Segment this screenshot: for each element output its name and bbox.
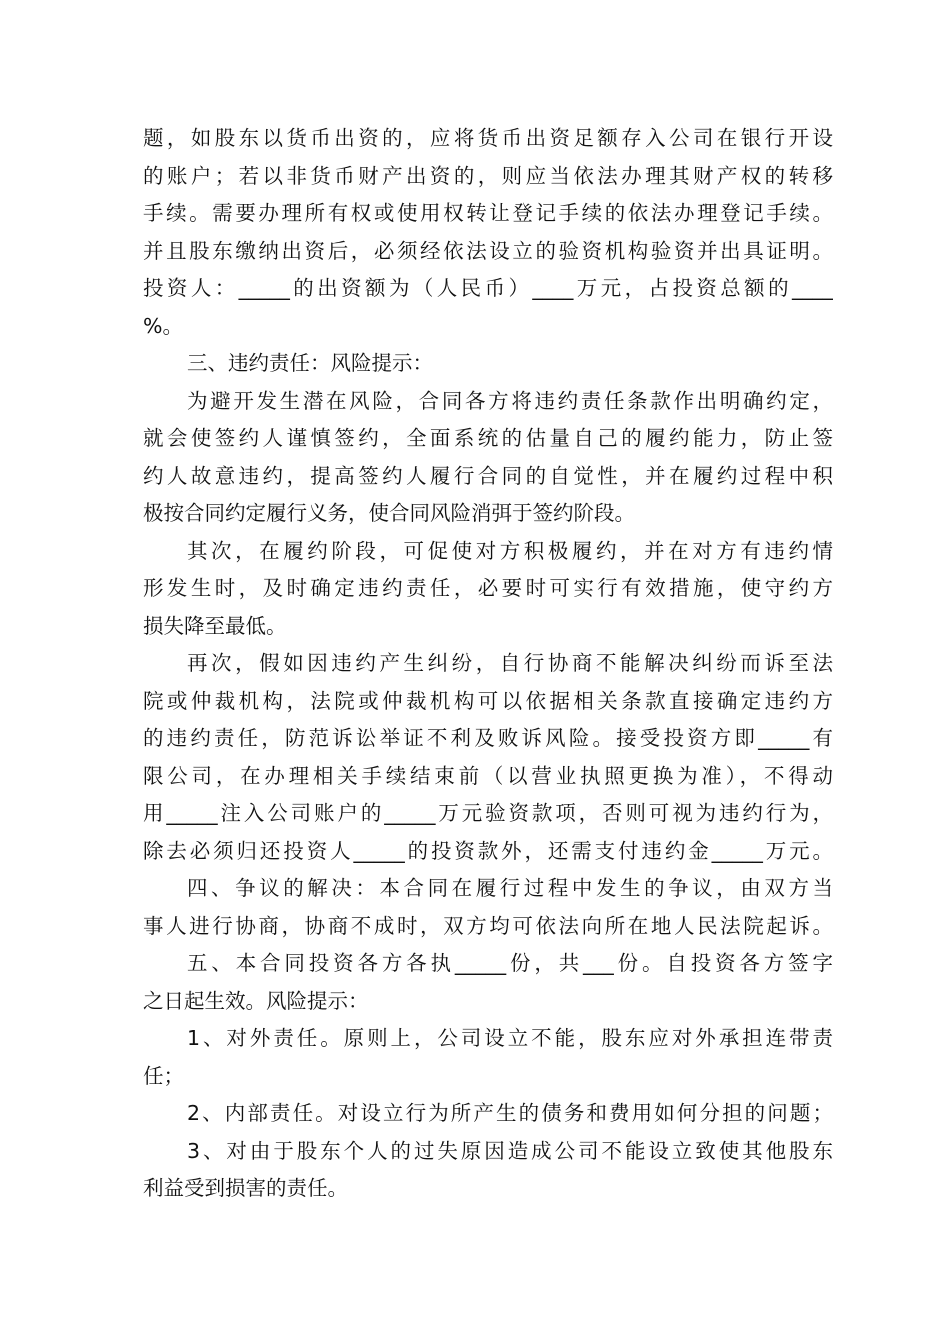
text-line: 投资人：_____的出资额为（人民币）____万元，占投资总额的____ <box>143 276 833 300</box>
text-line: 并且股东缴纳出资后，必须经依法设立的验资机构验资并出具证明。 <box>143 238 833 263</box>
text-line: 约人故意违约，提高签约人履行合同的自觉性，并在履约过程中积 <box>143 463 833 488</box>
text-line: 1、对外责任。原则上，公司设立不能，股东应对外承担连带责 <box>187 1026 833 1050</box>
text-line: 三、违约责任：风险提示： <box>187 351 433 375</box>
text-line: 事人进行协商，协商不成时，双方均可依法向所在地人民法院起诉。 <box>143 913 833 938</box>
text-line: 的账户；若以非货币财产出资的，则应当依法办理其财产权的转移 <box>143 163 833 188</box>
text-line: 就会使签约人谨慎签约，全面系统的估量自己的履约能力，防止签 <box>143 426 833 450</box>
document-body <box>143 120 833 1208</box>
text-line: 再次，假如因违约产生纠纷，自行协商不能解决纠纷而诉至法 <box>187 651 833 675</box>
text-line: 题，如股东以货币出资的，应将货币出资足额存入公司在银行开设 <box>143 126 833 150</box>
text-line: 利益受到损害的责任。 <box>143 1176 348 1200</box>
text-line: 损失降至最低。 <box>143 613 287 638</box>
text-line: 用_____注入公司账户的_____万元验资款项，否则可视为违约行为， <box>143 801 833 825</box>
text-line: 限公司，在办理相关手续结束前（以营业执照更换为准），不得动 <box>143 763 833 788</box>
text-line: 除去必须归还投资人_____的投资款外，还需支付违约金_____万元。 <box>143 838 833 863</box>
text-line: 3、对由于股东个人的过失原因造成公司不能设立致使其他股东 <box>187 1138 833 1163</box>
text-line: 极按合同约定履行义务，使合同风险消弭于签约阶段。 <box>143 501 635 525</box>
text-line: 院或仲裁机构，法院或仲裁机构可以依据相关条款直接确定违约方 <box>143 688 833 713</box>
text-line: 的违约责任，防范诉讼举证不利及败诉风险。接受投资方即_____有 <box>143 726 833 750</box>
text-line: 为避开发生潜在风险，合同各方将违约责任条款作出明确约定， <box>187 388 833 413</box>
text-line: 形发生时，及时确定违约责任，必要时可实行有效措施，使守约方 <box>143 576 833 600</box>
text-line: %。 <box>143 313 183 338</box>
text-line: 五、本合同投资各方各执_____份，共___份。自投资各方签字 <box>187 951 833 975</box>
text-line: 之日起生效。风险提示： <box>143 988 369 1013</box>
text-line: 任； <box>143 1063 184 1088</box>
text-line: 其次，在履约阶段，可促使对方积极履约，并在对方有违约情 <box>187 538 833 563</box>
text-line: 手续。需要办理所有权或使用权转让登记手续的依法办理登记手续。 <box>143 201 833 225</box>
text-line: 2、内部责任。对设立行为所产生的债务和费用如何分担的问题； <box>187 1101 833 1125</box>
text-line: 四、争议的解决：本合同在履行过程中发生的争议，由双方当 <box>187 876 833 900</box>
